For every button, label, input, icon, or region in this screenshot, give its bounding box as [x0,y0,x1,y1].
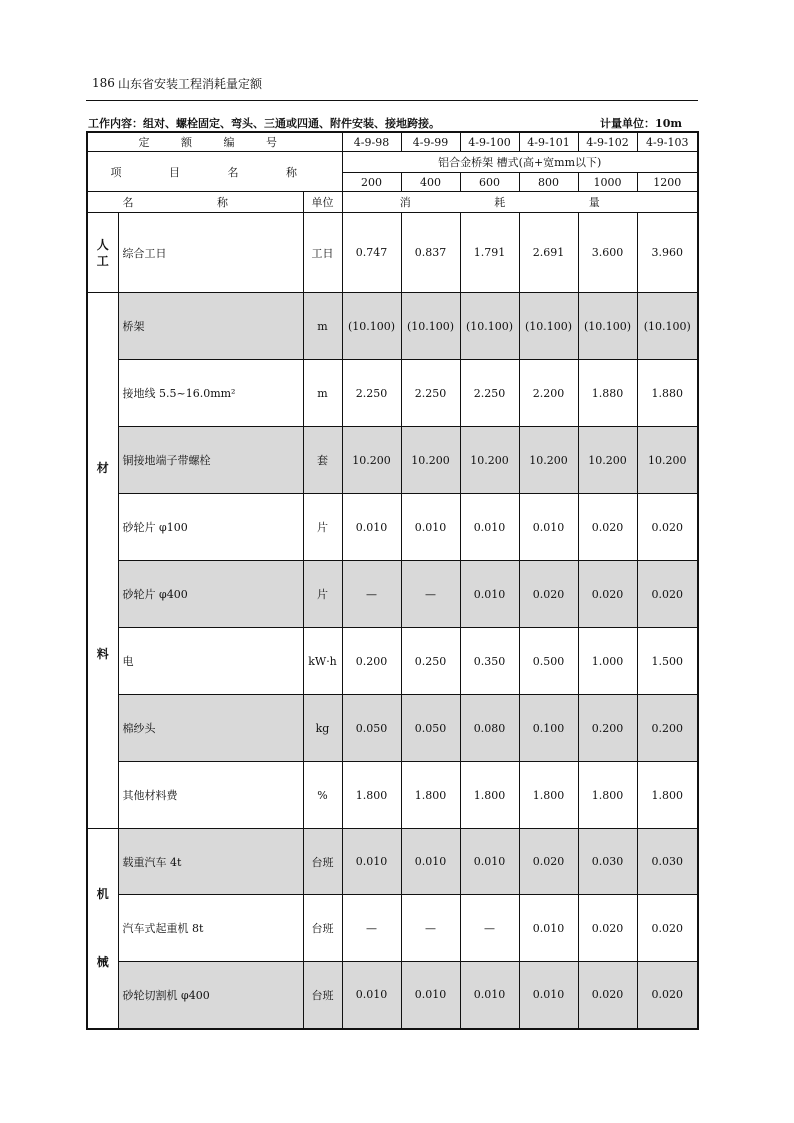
material-value: 1.000 [578,628,637,695]
labor-value: 1.791 [460,213,519,293]
material-unit: m [303,360,342,427]
material-value: 0.010 [460,561,519,628]
material-value: 0.020 [637,494,698,561]
material-value: 10.200 [460,427,519,494]
material-name: 桥架 [118,293,303,360]
material-value: 10.200 [578,427,637,494]
machinery-value: 0.020 [578,895,637,962]
material-value: 0.200 [637,695,698,762]
material-value: 1.800 [460,762,519,829]
material-value: 0.200 [578,695,637,762]
material-value: — [401,561,460,628]
machinery-value: 0.030 [637,829,698,895]
quota-code-row [87,132,698,152]
quota-code: 4-9-99 [401,132,460,152]
machinery-name: 砂轮切割机 φ400 [118,962,303,1029]
size-value: 1000 [578,173,637,192]
material-value: 0.020 [519,561,578,628]
machinery-value: 0.010 [460,829,519,895]
material-value: 1.880 [637,360,698,427]
material-value: (10.100) [460,293,519,360]
material-value: — [342,561,401,628]
material-value: 10.200 [637,427,698,494]
machinery-value: 0.030 [578,829,637,895]
col-consumption-header: 消 耗 量 [342,192,698,213]
material-row [87,494,698,561]
material-value: 10.200 [519,427,578,494]
material-value: 0.010 [460,494,519,561]
material-value: 0.010 [342,494,401,561]
material-value: 2.250 [460,360,519,427]
quota-code: 4-9-100 [460,132,519,152]
material-value: 10.200 [342,427,401,494]
machinery-value: 0.010 [401,962,460,1029]
material-value: 1.800 [578,762,637,829]
material-name: 其他材料费 [118,762,303,829]
material-unit: 套 [303,427,342,494]
machinery-category: 机 械 [87,829,118,1029]
column-header-row [87,192,698,213]
labor-value: 0.747 [342,213,401,293]
labor-value: 3.960 [637,213,698,293]
quota-code: 4-9-102 [578,132,637,152]
material-value: 1.800 [342,762,401,829]
header-rule [86,100,698,101]
quota-code: 4-9-103 [637,132,698,152]
material-value: 1.800 [519,762,578,829]
material-value: (10.100) [578,293,637,360]
material-value: 1.500 [637,628,698,695]
materials-category: 材 料 [87,293,118,829]
size-value: 400 [401,173,460,192]
material-value: 0.010 [401,494,460,561]
machinery-value: 0.010 [401,829,460,895]
material-unit: m [303,293,342,360]
machinery-unit: 台班 [303,962,342,1029]
size-value: 200 [342,173,401,192]
item-name-label: 项 目 名 称 [87,152,342,192]
material-unit: 片 [303,561,342,628]
machinery-name: 载重汽车 4t [118,829,303,895]
material-value: 0.500 [519,628,578,695]
material-value: 0.020 [637,561,698,628]
material-unit: 片 [303,494,342,561]
material-value: 10.200 [401,427,460,494]
material-row [87,360,698,427]
labor-value: 2.691 [519,213,578,293]
quota-code: 4-9-98 [342,132,401,152]
machinery-value: — [401,895,460,962]
book-title: 山东省安装工程消耗量定额 [118,77,263,91]
material-row [87,628,698,695]
machinery-value: 0.010 [519,962,578,1029]
material-row [87,293,698,360]
material-name: 砂轮片 φ400 [118,561,303,628]
machinery-value: 0.010 [342,962,401,1029]
material-value: 0.250 [401,628,460,695]
col-unit-header: 单位 [303,192,342,213]
material-value: (10.100) [637,293,698,360]
material-value: 0.010 [519,494,578,561]
material-row [87,561,698,628]
material-value: 1.800 [401,762,460,829]
material-row [87,427,698,494]
machinery-value: 0.010 [519,895,578,962]
machinery-value: — [342,895,401,962]
material-unit: % [303,762,342,829]
material-row [87,762,698,829]
quota-code: 4-9-101 [519,132,578,152]
material-value: 1.880 [578,360,637,427]
labor-name: 综合工日 [118,213,303,293]
labor-unit: 工日 [303,213,342,293]
material-value: (10.100) [342,293,401,360]
quota-table [86,131,699,1030]
quota-code-label: 定 额 编 号 [87,132,342,152]
material-name: 砂轮片 φ100 [118,494,303,561]
material-row [87,695,698,762]
machinery-value: 0.020 [519,829,578,895]
size-value: 1200 [637,173,698,192]
labor-value: 3.600 [578,213,637,293]
machinery-value: 0.010 [342,829,401,895]
work-content: 工作内容：组对、螺栓固定、弯头、三通或四通、附件安装、接地跨接。 [88,117,440,130]
material-value: 0.200 [342,628,401,695]
size-value: 800 [519,173,578,192]
labor-value: 0.837 [401,213,460,293]
machinery-unit: 台班 [303,895,342,962]
machinery-unit: 台班 [303,829,342,895]
material-value: 0.020 [578,494,637,561]
labor-row [87,213,698,293]
machinery-value: — [460,895,519,962]
material-name: 铜接地端子带螺栓 [118,427,303,494]
material-value: 0.020 [578,561,637,628]
page-number: 186 [92,76,115,90]
material-unit: kW·h [303,628,342,695]
material-unit: kg [303,695,342,762]
size-value: 600 [460,173,519,192]
machinery-name: 汽车式起重机 8t [118,895,303,962]
material-value: 0.050 [342,695,401,762]
material-value: 0.050 [401,695,460,762]
material-value: 0.350 [460,628,519,695]
material-value: 0.080 [460,695,519,762]
material-name: 棉纱头 [118,695,303,762]
material-name: 接地线 5.5~16.0mm² [118,360,303,427]
machinery-row [87,895,698,962]
material-value: 2.250 [401,360,460,427]
machinery-value: 0.020 [578,962,637,1029]
col-name-header: 名 称 [87,192,303,213]
material-value: 2.200 [519,360,578,427]
bridge-subtitle: 铝合金桥架 槽式(高+宽mm以下) [342,152,698,173]
machinery-value: 0.020 [637,895,698,962]
material-value: (10.100) [401,293,460,360]
material-value: 1.800 [637,762,698,829]
machinery-value: 0.020 [637,962,698,1029]
labor-category: 人工 [87,213,118,293]
measurement-unit: 计量单位：10m [600,117,682,130]
material-value: 2.250 [342,360,401,427]
material-value: (10.100) [519,293,578,360]
material-name: 电 [118,628,303,695]
machinery-row [87,829,698,895]
subtitle-row [87,152,698,173]
machinery-row [87,962,698,1029]
material-value: 0.100 [519,695,578,762]
machinery-value: 0.010 [460,962,519,1029]
